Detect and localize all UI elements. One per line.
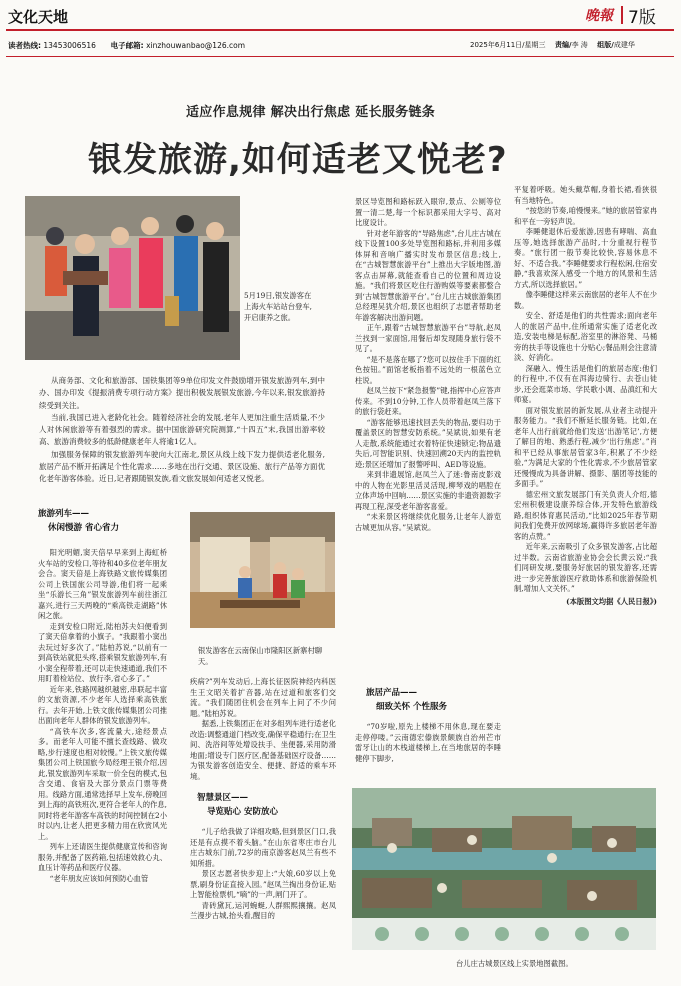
email[interactable]: xinzhouwanbao@126.com	[146, 41, 246, 50]
article-paragraph: 走到安检口附近,陆柏苏夫妇便看到了窦天倍拿着的小旗子。“我跟着小窦出去玩过好多次了。”陆柏苏说,“以前有一到高铁站就犯头疼,搭乘银发旅游列车,有小窦全程带着,还可以走快速通道,我们不用盯着检站位、放行李,省心多了。”	[38, 621, 167, 683]
section-heading-sojourn	[366, 686, 447, 714]
date-bar	[470, 40, 635, 50]
section-scenic-subtitle: 导览贴心 安防放心	[207, 807, 278, 817]
intro-paragraph: 加强服务保障的银发旅游列车驶向大江南北,景区从线上线下发力提供适老化服务,旅居产品不断开拓满足个性化需求……多地在出行交通、景区设施、旅行产品等方面优化老年游客体验。近日,记者跟随银发族,看文旅发展如何适老又悦老。	[39, 449, 325, 484]
article-paragraph: 景区导览图和路标跃入眼帘,景点、公厕等位置一清二楚,每一个标识都采用大字号、高对比度设计。	[355, 197, 501, 227]
info-bar	[8, 40, 245, 51]
section-train-title: 旅游列车——	[38, 509, 90, 519]
article-paragraph: 深融入、慢生活是他们的旅居态度:他们的行程中,不仅有在洱海边骑行、去苍山徒步,还会逛菜市场、学民歌小调、品滇红和大师宴。	[514, 363, 657, 404]
article-paragraph: 李睡健退休后爱旅游,因患有哮喘、高血压等,她选择旅游产品时,十分重视行程节奏。“旅行团一般节奏比较快,容易休息不好、不适合我。”李睡健要求行程松闲,住宿安静,“我喜欢深入感受一个地方的风景和生活方式,所以选择旅居。”	[514, 227, 657, 289]
layout-label: 组版/	[597, 41, 614, 49]
article-paragraph: “70岁啦,原先上楼梯不用休息,现在要走走停停喽。”云南德宏傣族景颇族自治州芒市雷牙让山的木栈道楼梯上,在当地旅居的李睡健停下脚步,	[355, 722, 501, 763]
article-paragraph: 平复着呼吸。她头戴草帽,身着长裙,看狭很有当地特色。	[514, 185, 657, 205]
article-paragraph: 列车上还请医生提供健康宣传和咨询服务,并配备了医药箱,包括速效救心丸、血压计等药品和医疗仪器。	[38, 842, 167, 872]
intro-paragraph: 当前,我国已进入老龄化社会。随着经济社会的发展,老年人更加注重生活质量,不少人对休闲旅游等有着强烈的需求。据中国旅游研究院测算,“十四五”末,我国出游率较高、旅游消费较多的低龄健康老年人将逾1亿人。	[39, 412, 325, 447]
logo-divider	[621, 6, 623, 24]
article-paragraph: 阳光明媚,窦天倍早早来到上海虹桥火车站的安检口,等待和40多位老年朋友会合。窦天倍是上海铁路文旅传媒集团公司上铁国旅公司导游,他们将一起乘坐“乐游长三角”银发旅游列车前往浙江嘉兴,进行三天两晚的“乘高铁走湖路”休闲之旅。	[38, 548, 167, 620]
article-paragraph: 像李睡健这样来云南旅居的老年人不在少数。	[514, 290, 658, 310]
photo-map-screenshot-image	[352, 788, 656, 950]
section-train-body	[38, 548, 167, 884]
article-paragraph: 疾病?”列车发动后,上海长征医院神经内科医生王文昭关着扩音器,站在过道和旅客们交流。“我们随团住机会在列车上问了不少问题。”陆柏苏说。	[190, 677, 336, 718]
article-paragraph: 来到非遗展馆,赵凤兰入了迷:鲁南皮影戏中的人物在光影里活灵活现,柳琴戏的唱腔在立体声场中回响……景区实施的非遗资源数字再现工程,深受老年游客喜爱。	[355, 470, 501, 511]
newspaper-logo: 晚報	[585, 8, 613, 24]
editor-label: 责编/	[555, 41, 572, 49]
article-paragraph: “高铁车次多,客流量大,途经景点多。而老年人可能不擅长查线路、做攻略,步行速度也相对较慢。”上铁文旅传媒集团公司上铁国旅今局经理王银介绍,因此,银发旅游列车采取一价全包的模式,包含交通、食宿及大部分景点门票等费用。线路方面,通常选择早上发车,傍晚回到上海的高铁班次,更符合老年人的作息,同时将老年游客车高铁的时间控制在2小时以内,让老人把更多精力用在欣赏风光上。	[38, 726, 167, 841]
date: 2025年6月11日/星期三	[470, 41, 546, 49]
photo-map-caption: 台儿庄古城景区线上实景地图截图。	[456, 959, 573, 968]
section-heading-train	[38, 507, 119, 535]
info-rule	[6, 56, 674, 57]
hotline-label: 读者热线:	[8, 41, 41, 50]
masthead-rule	[6, 29, 674, 31]
article-paragraph: 德宏州文旅发展部门有关负责人介绍,德宏州积极建设康养综合体,开发特色旅游线路,组织体育惠民活动,“比如2025年春节期间我们免费开放网球场,赢得许多旅居老年游客的点赞。”	[514, 489, 657, 541]
article-paragraph: 正午,跟着“古城智慧旅游平台”导航,赵凤兰找到一家面馆,用餐后却发现随身旅行袋不见了。	[355, 323, 501, 353]
photo-train-station-image	[25, 196, 240, 360]
photo-yunnan-caption: 银发游客在云南保山市隆阳区新寨村聊天。	[198, 646, 323, 666]
article-paragraph: 安全、舒适是他们的共性需求;面向老年人的旅居产品中,住所通常实施了适老化改造,安装电梯是标配,浴室里的淋浴凳、马桶旁的扶手等设施也十分贴心;餐品则会注意清淡、好消化。	[514, 311, 657, 362]
photo-yunnan-village-image	[190, 512, 335, 628]
headline-title: 银发旅游,如何适老又悦老?	[88, 140, 508, 180]
intro-text	[39, 375, 325, 486]
article-paragraph: “未来景区将继续优化服务,让老年人游览古城更加从容。”吴斌说。	[355, 512, 501, 532]
photo-yunnan-village	[190, 512, 335, 628]
train-continued-body	[190, 677, 336, 782]
section-sojourn-body	[355, 722, 501, 764]
article-paragraph: “是不是落在哪了?您可以按住手下面的红色按钮。”面馆老板指着不远处的一根蓝色立柱说。	[355, 354, 501, 385]
article-paragraph: 近年来,铁路网越织越密,串联起丰富的文旅资源,不少老年人选择乘高铁旅行。去年开始,上铁文旅传媒集团公司推出面向老年人群体的银发旅游列车。	[38, 684, 167, 725]
article-paragraph: “游客能够迅速找回丢失的物品,要归功于覆盖景区的智慧安防系统。”吴斌说,如果有老人走散,系统能通过衣着特征快速锁定;物品遗失后,可智能识别、快速回溯20天内的监控轨迹;景区还增加了报警呼叫、AED等设施。	[355, 417, 501, 469]
article-paragraph: 近年来,云南吸引了众多银发游客,占比超过半数。云南省旅游业协会会长黄云说:“我们同研发规,要服务好旅居的银发游客,还需进一步完善旅游医疗救助体系和旅游保险机制,增加人文关怀。”	[514, 542, 657, 593]
sojourn-continued-body	[514, 185, 657, 607]
layout-editor: 成建华	[613, 41, 635, 49]
source-note: (本版图文均据《人民日报》)	[566, 596, 657, 606]
page-number: 7版	[628, 8, 656, 28]
section-heading-scenic	[197, 791, 278, 819]
section-sojourn-title: 旅居产品——	[366, 688, 418, 698]
hotline: 13453006516	[43, 41, 96, 50]
article-paragraph: 针对老年游客的“导路焦虑”,台儿庄古城在线下设置100多处导览图和路标,并利用多媒体屏和音响广播实时发布景区信息;线上,在“古城智慧旅游平台”上推出大字版地图,游客点击屏幕,就能查看自己的位置和周边设施。“我们将景区吃住行游购娱等要素都整合到‘古城智慧旅游平台’。”台儿庄古城旅游集团总经理吴犹介绍,景区也组织了志愿者帮助老年游客解决出游问题。	[355, 228, 501, 322]
article-paragraph: 面对银发旅居的新发展,从业者主动提升服务能力。“我们不断延长服务链。比如,在老年人出行前就给他们发送‘出游笔记’,方便了解目的地、熟悉行程,减少‘出行焦虑’。”肖和平已经从事旅居管家3年,积累了不少经验,“为满足大家的个性化需求,不少旅居管家还慢慢成为具备讲解、摄影、膳团等技能的多面手。”	[514, 405, 657, 488]
section-train-subtitle: 休闲慢游 省心省力	[48, 523, 119, 533]
article-paragraph: “按您的节奏,咱慢慢来。”她的旅居管家冉和平在一旁轻声说。	[514, 206, 657, 226]
intro-paragraph: 从商务部、文化和旅游部、国铁集团等9单位印发文件鼓励增开银发旅游列车,到中办、国办印发《提振消费专项行动方案》提出积极发展银发旅游,今年以来,银发旅游持续受到关注。	[39, 376, 325, 410]
article-paragraph: “儿子给我做了详细攻略,但到景区门口,我还是有点摸不着头脑。”在山东省枣庄市台儿庄古城东门前,72岁的南京游客赵凤兰有些不知所措。	[190, 827, 336, 868]
photo-map-screenshot	[352, 788, 656, 950]
scenic-continued-body	[355, 197, 501, 533]
photo-train-caption: 5月19日,银发游客在上海火车站站台登车,开启康养之旅。	[244, 291, 312, 322]
section-sojourn-subtitle: 细致关怀 个性服务	[376, 702, 447, 712]
photo-train-station	[25, 196, 240, 360]
section-scenic-title: 智慧景区——	[197, 793, 249, 803]
article-paragraph: 景区志愿者快步迎上:“大娘,60岁以上免票,刷身份证直接入园。”赵凤兰掏出身份证,贴上智能检票机,“嘀”的一声,闸门开了。	[190, 869, 336, 899]
article-paragraph: “老年朋友应该如何预防心血管	[49, 873, 149, 883]
article-paragraph: 据悉,上铁集团正在对多组列车进行适老化改造:调整通道门档改变,确保平稳通行;在卫生间、洗浴间等处增设扶手、坐便器,采用防滑地面;增设专门医疗区,配备基础医疗设备……为银发游客创造安全、便捷、舒适的乘车环境。	[190, 719, 336, 781]
article-paragraph: 赵凤兰按下“紧急报警”键,指挥中心应答声传来。不到10分钟,工作人员带着赵凤兰落下的旅行袋赶来。	[355, 386, 501, 416]
email-label: 电子邮箱:	[110, 41, 144, 50]
editor: 李 涛	[571, 41, 588, 49]
section-scenic-body	[190, 827, 336, 922]
article-paragraph: 青砖黛瓦,运河蜿蜒,人群熙熙攘攘。赵凤兰漫步古城,抬头看,醒目的	[190, 900, 336, 920]
section-title: 文化天地	[8, 8, 69, 26]
headline-kicker: 适应作息规律 解决出行焦虑 延长服务链条	[186, 105, 436, 120]
